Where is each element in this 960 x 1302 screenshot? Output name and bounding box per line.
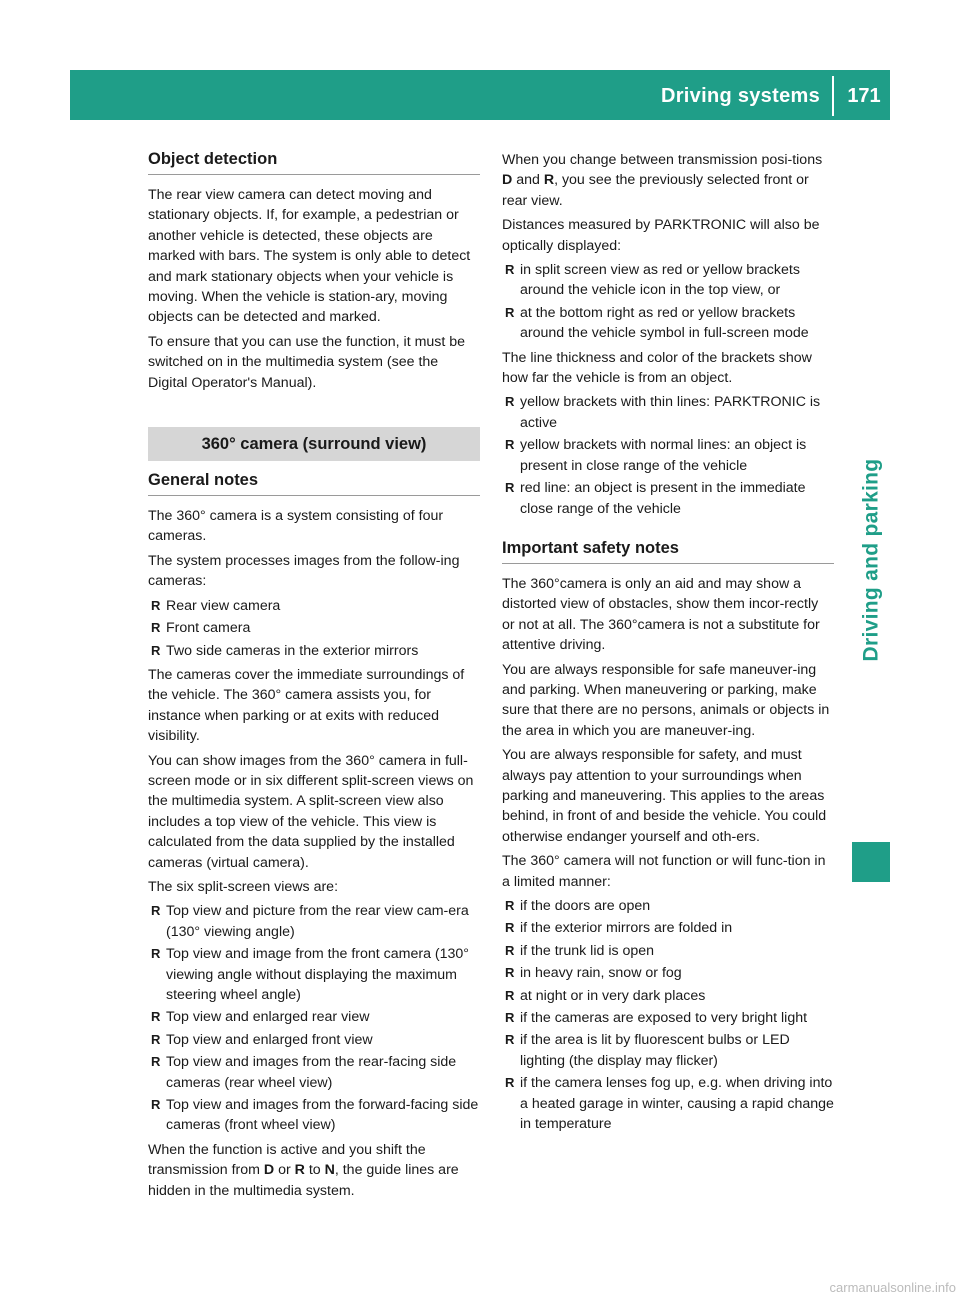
- section-band-360-camera: 360° camera (surround view): [148, 427, 480, 461]
- bullet-icon: R: [151, 1009, 161, 1025]
- list-item: R if the area is lit by fluorescent bulbs or LED lighting (the display may flicker): [505, 1032, 790, 1069]
- list-item: R Top view and images from the rear-facing side cameras (rear wheel view): [151, 1054, 457, 1091]
- gear-d: D: [502, 172, 513, 189]
- right-column: [502, 150, 834, 1138]
- list-item: R Top view and enlarged rear view: [148, 1007, 480, 1027]
- list-item: R Two side cameras in the exterior mirrors: [148, 641, 480, 661]
- bullet-icon: R: [505, 1075, 515, 1091]
- paragraph: You are always responsible for safe maneuver-ing and parking. When maneuvering or parking, make sure that there are no persons, animals or objects in the area in which you are maneuver-ing.: [502, 661, 830, 739]
- list-item: R if the camera lenses fog up, e.g. when driving into a heated garage in winter, causing a rapid change in temperature: [505, 1075, 834, 1133]
- paragraph: Distances measured by PARKTRONIC will also be optically displayed:: [502, 217, 820, 254]
- gear-n: N: [324, 1162, 335, 1179]
- bullet-icon: R: [151, 1054, 161, 1070]
- distance-list: [502, 260, 834, 344]
- paragraph: The six split-screen views are:: [148, 878, 339, 895]
- list-item: R if the cameras are exposed to very bright light: [502, 1008, 834, 1028]
- page-number: 171: [847, 85, 881, 107]
- bullet-icon: R: [505, 942, 515, 958]
- bullet-icon: R: [151, 1031, 161, 1047]
- list-item: R yellow brackets with normal lines: an object is present in close range of the vehicle: [505, 437, 807, 474]
- bullet-icon: R: [151, 903, 161, 919]
- paragraph: The rear view camera can detect moving and stationary objects. If, for example, a pedestrian or another vehicle is detected, these objects are marked with bars. The system is only able to detect and mark stationary objects when your vehicle is moving. When the vehicle is station-ary, moving objects can be detected and marked.: [148, 187, 471, 326]
- bullet-icon: R: [151, 642, 161, 658]
- paragraph: You are always responsible for safety, and must always pay attention to your surroundings when parking and maneuvering. This applies to the areas behind, in front of and beside the vehicle. You could otherwise endanger yourself and oth-ers.: [502, 747, 827, 845]
- bullet-icon: R: [505, 480, 515, 496]
- list-item: R in split screen view as red or yellow brackets around the vehicle icon in the top view, or: [505, 262, 800, 299]
- watermark[interactable]: carmanualsonline.info: [829, 1280, 956, 1295]
- bullet-icon: R: [505, 394, 515, 410]
- bullet-icon: R: [505, 304, 515, 320]
- list-item: R at the bottom right as red or yellow brackets around the vehicle symbol in full-screen mode: [505, 304, 809, 342]
- bullet-icon: R: [505, 262, 515, 278]
- split-view-list: [148, 901, 480, 1135]
- list-item: R Top view and picture from the rear view cam-era (130° viewing angle): [151, 903, 469, 940]
- bullet-icon: R: [151, 946, 161, 962]
- paragraph: You can show images from the 360° camera in full-screen mode or in six different split-screen views on the multimedia system. A split-screen view also includes a top view of the vehicle. This view is calculated from the data supplied by the installed cameras (virtual camera).: [148, 752, 474, 871]
- paragraph: The 360° camera will not function or will func-tion in a limited manner:: [502, 853, 826, 890]
- bullet-icon: R: [151, 1097, 161, 1113]
- paragraph: To ensure that you can use the function, it must be switched on in the multimedia system (see the Digital Operator's Manual).: [148, 333, 466, 391]
- paragraph-change: When you change between transmission posi-tions D and R, you see the previously selected front or rear view.: [502, 152, 823, 209]
- gear-r: R: [294, 1162, 305, 1179]
- list-item: R yellow brackets with thin lines: PARKTRONIC is active: [505, 394, 821, 431]
- paragraph: The cameras cover the immediate surroundings of the vehicle. The 360° camera assists you, for instance when parking or at exits with reduced visibility.: [148, 666, 465, 745]
- list-item: R at night or in very dark places: [502, 986, 834, 1006]
- bullet-icon: R: [505, 1010, 515, 1026]
- side-tab-label-container: [852, 300, 890, 820]
- gear-r: R: [543, 172, 555, 189]
- list-item: R Rear view camera: [148, 596, 480, 616]
- page-header-title: Driving systems: [660, 85, 820, 107]
- list-item: R Top view and enlarged front view: [148, 1030, 480, 1050]
- bullet-icon: R: [151, 597, 161, 613]
- bullet-icon: R: [505, 1032, 515, 1048]
- list-item: R Front camera: [148, 618, 480, 638]
- list-item: R in heavy rain, snow or fog: [502, 963, 834, 983]
- heading-general-notes: General notes: [148, 469, 480, 496]
- list-item: R if the exterior mirrors are folded in: [502, 918, 834, 938]
- bullet-icon: R: [505, 920, 515, 936]
- bullet-icon: R: [505, 987, 515, 1003]
- list-item: R if the doors are open: [502, 896, 834, 916]
- gear-d: D: [263, 1162, 275, 1179]
- bullet-icon: R: [505, 965, 515, 981]
- paragraph: The 360° camera is a system consisting of four cameras.: [148, 508, 444, 545]
- paragraph: The line thickness and color of the brackets show how far the vehicle is from an object.: [502, 349, 812, 387]
- bullet-icon: R: [151, 620, 161, 636]
- list-item: R Top view and images from the forward-facing side cameras (front wheel view): [151, 1097, 479, 1134]
- side-tab-marker: [852, 842, 890, 882]
- bracket-list: [502, 392, 834, 518]
- paragraph: The 360°camera is only an aid and may show a distorted view of obstacles, show them incor-rectly or not at all. The 360°camera is not a substitute for attentive driving.: [502, 575, 820, 654]
- limitation-list: [502, 896, 834, 1134]
- paragraph-shift: When the function is active and you shift the transmission from D or R to N, the guide lines are hidden in the multimedia system.: [148, 1141, 459, 1199]
- side-tab-label: Driving and parking: [859, 458, 882, 662]
- list-item: R if the trunk lid is open: [502, 941, 834, 961]
- heading-safety-notes: Important safety notes: [502, 537, 834, 564]
- list-item: R red line: an object is present in the immediate close range of the vehicle: [505, 480, 806, 517]
- header-divider: [832, 76, 834, 116]
- left-column: [148, 148, 480, 1205]
- camera-list: [148, 596, 480, 661]
- list-item: R Top view and image from the front camera (130° viewing angle without displaying the maximum steering wheel angle): [151, 946, 469, 1003]
- bullet-icon: R: [505, 898, 515, 913]
- paragraph: The system processes images from the follow-ing cameras:: [148, 552, 460, 590]
- heading-object-detection: Object detection: [148, 148, 480, 175]
- bullet-icon: R: [505, 437, 515, 453]
